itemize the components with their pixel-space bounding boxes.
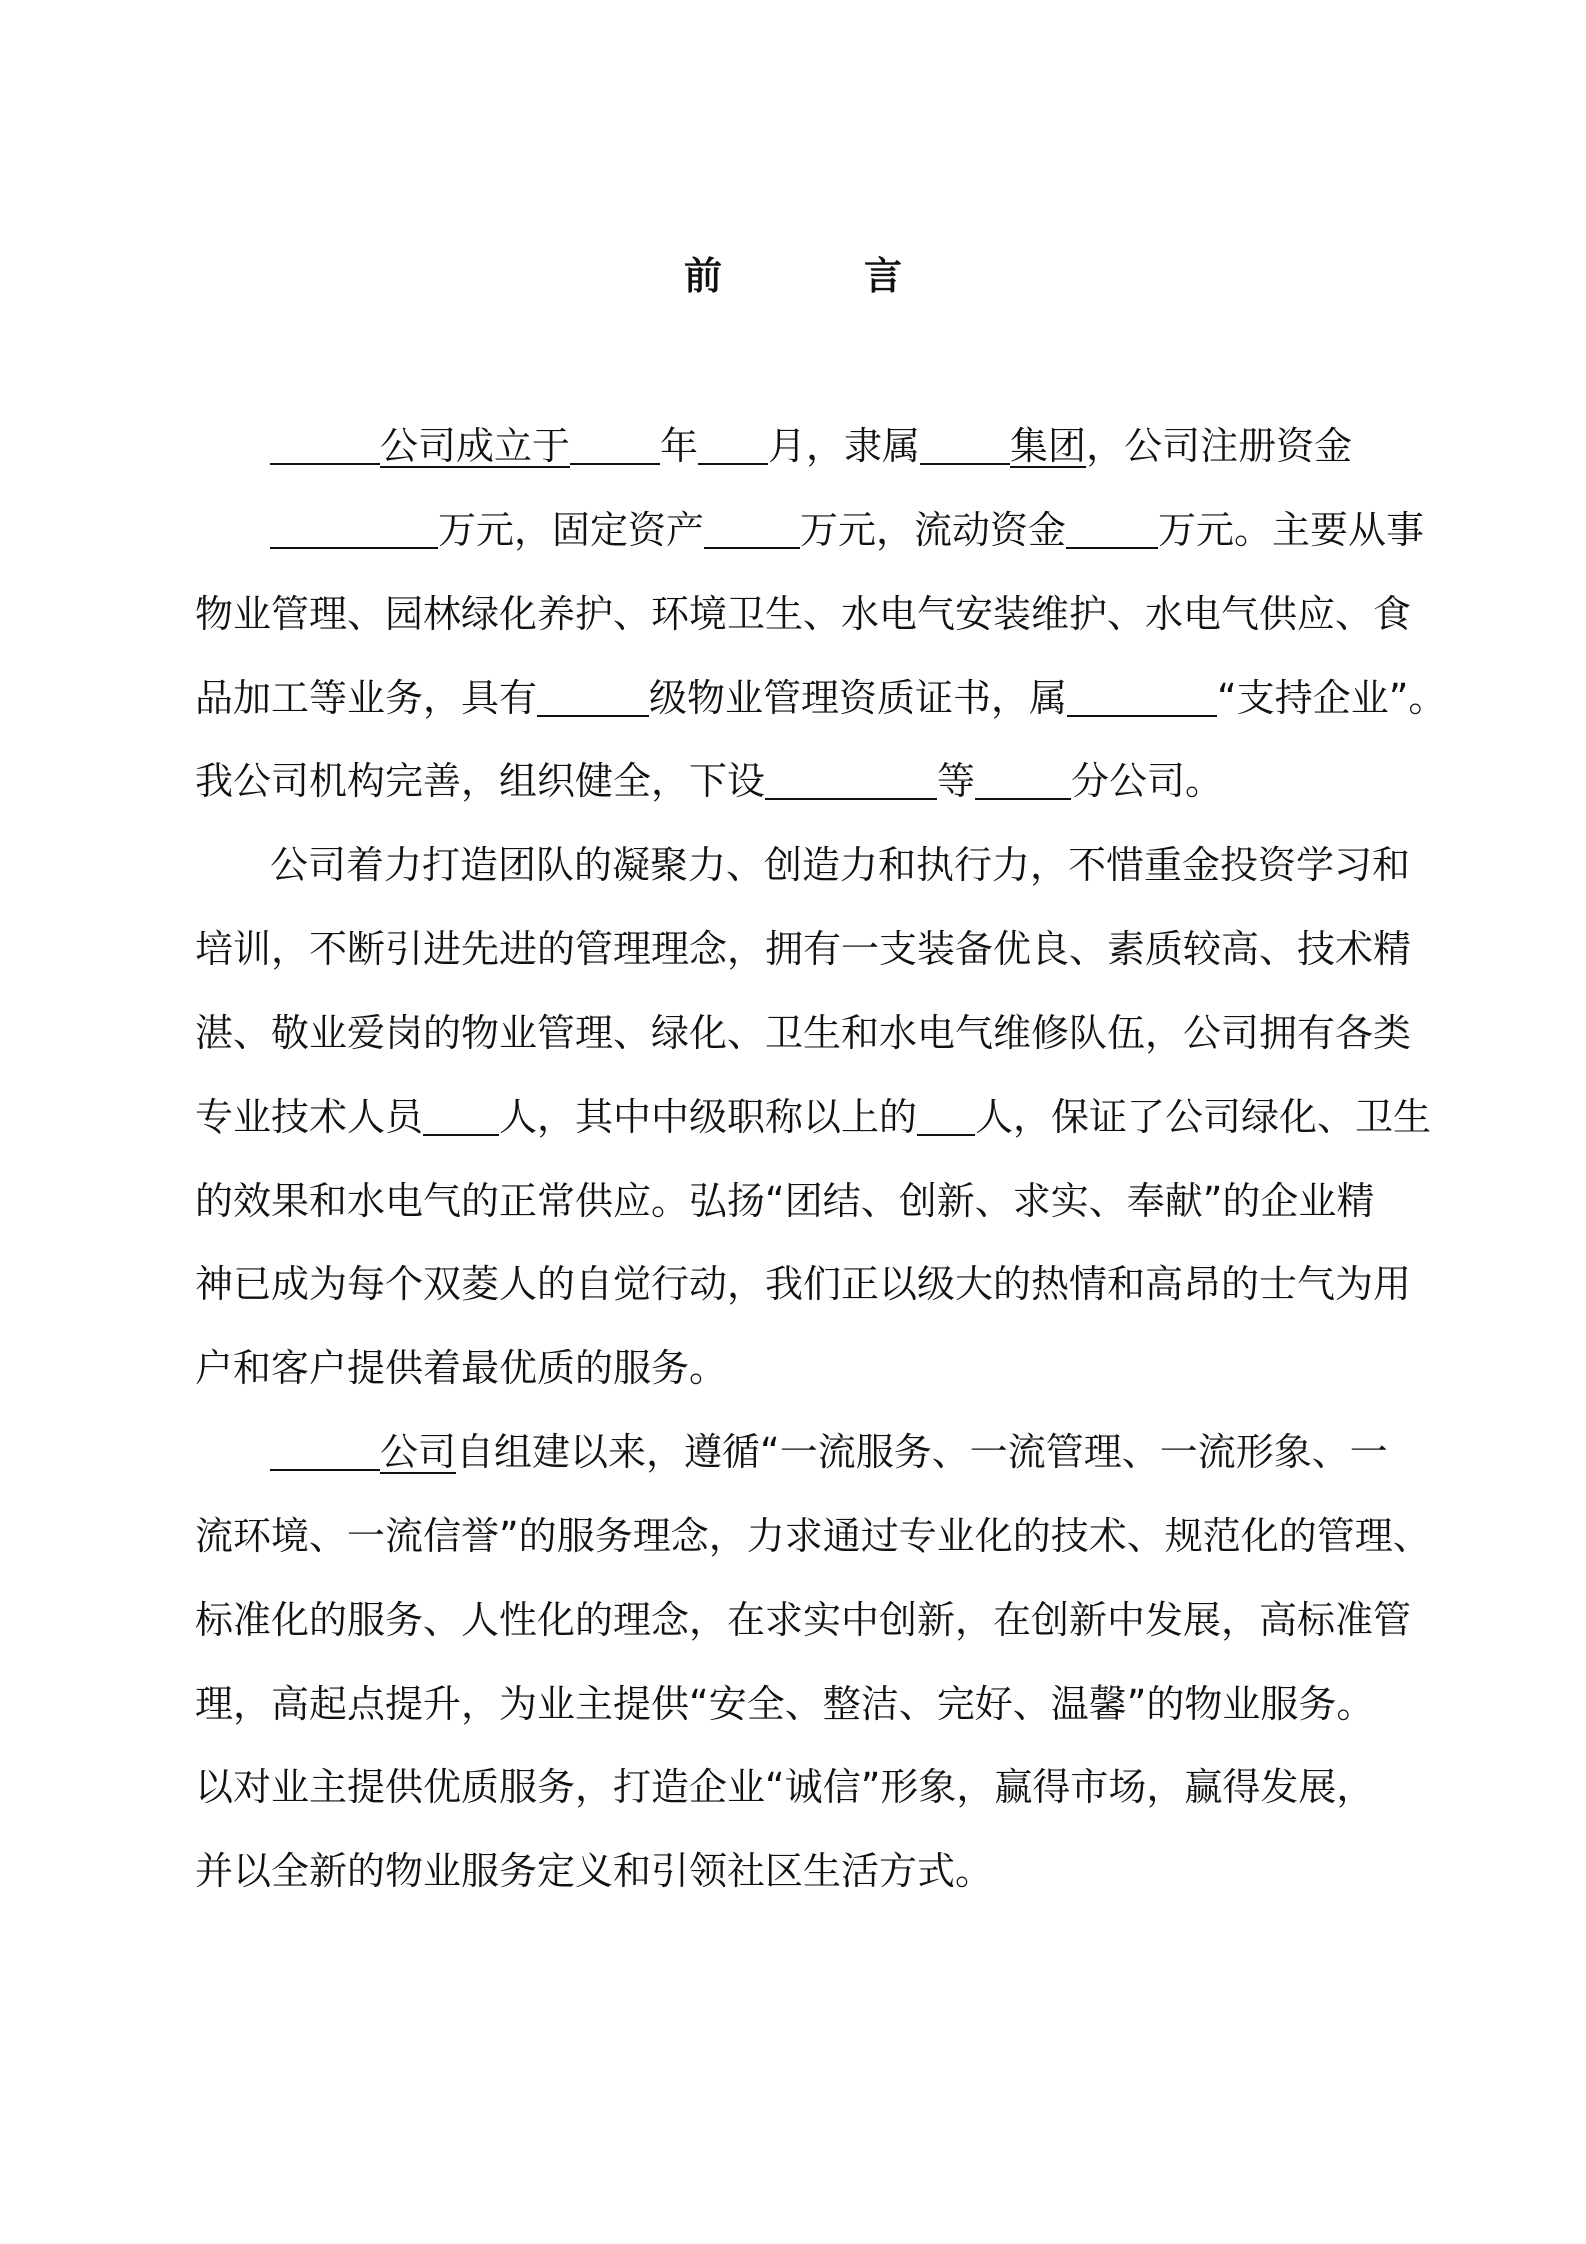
blank-working-capital[interactable] — [1066, 507, 1158, 549]
text-mid-level-titles: 人，其中中级职称以上的 — [499, 1095, 918, 1139]
text-registered-capital: ，公司注册资金 — [1086, 424, 1353, 468]
blank-staff-count[interactable] — [423, 1094, 499, 1136]
blank-branch-count[interactable] — [975, 758, 1071, 800]
page-title: 前 言 — [683, 254, 954, 298]
text-guarantee: 人，保证了公司绿化、卫生 — [975, 1095, 1432, 1139]
p2-line-3: 湛、敬业爱岗的物业管理、绿化、卫生和水电气维修队伍，公司拥有各类 — [195, 1011, 1412, 1055]
p3-line-5: 以对业主提供优质服务，打造企业“诚信”形象，赢得市场，赢得发展， — [195, 1765, 1375, 1809]
text-business-types: 品加工等业务，具有 — [195, 676, 538, 720]
blank-fixed-assets[interactable] — [704, 507, 800, 549]
text-organization: 我公司机构完善，组织健全，下设 — [195, 759, 766, 803]
p1-line-3: 物业管理、园林绿化养护、环境卫生、水电气安装维护、水电气供应、食 — [195, 592, 1412, 636]
blank-company-name[interactable] — [270, 423, 380, 465]
p1-line-5 — [195, 753, 1223, 809]
p2-line-5: 的效果和水电气的正常供应。弘扬“团结、创新、求实、奉献”的企业精 — [195, 1179, 1375, 1223]
text-group: 集团 — [1010, 424, 1087, 468]
p3-line-2: 流环境、一流信誉”的服务理念，力求通过专业化的技术、规范化的管理、 — [195, 1514, 1431, 1558]
text-main-business: 万元。主要从事 — [1158, 508, 1425, 552]
blank-branches[interactable] — [765, 758, 937, 800]
blank-company-name-2[interactable] — [270, 1429, 380, 1471]
text-company-founded: 公司成立于 — [380, 424, 571, 468]
text-year: 年 — [660, 424, 699, 468]
text-support-enterprise: “支持企业”。 — [1217, 676, 1447, 720]
p1-line-4 — [195, 670, 1446, 726]
p2-line-7: 户和客户提供着最优质的服务。 — [195, 1346, 728, 1390]
text-since-founding: 自组建以来，遵循“一流服务、一流管理、一流形象、一 — [456, 1430, 1388, 1474]
blank-year[interactable] — [570, 423, 660, 465]
text-branch-companies: 分公司。 — [1071, 759, 1224, 803]
p2-line-1: 公司着力打造团队的凝聚力、创造力和执行力，不惜重金投资学习和 — [270, 843, 1411, 887]
p3-line-3: 标准化的服务、人性化的理念，在求实中创新，在创新中发展，高标准管 — [195, 1598, 1412, 1642]
p2-line-4 — [195, 1089, 1431, 1145]
p2-line-6: 神已成为每个双菱人的自觉行动，我们正以级大的热情和高昂的士气为用 — [195, 1262, 1412, 1306]
p3-line-6: 并以全新的物业服务定义和引领社区生活方式。 — [195, 1849, 994, 1893]
text-technical-staff: 专业技术人员 — [195, 1095, 424, 1139]
blank-support-category[interactable] — [1067, 675, 1217, 717]
blank-qualification-level[interactable] — [537, 675, 649, 717]
blank-mid-level-count[interactable] — [917, 1094, 975, 1136]
p3-line-4: 理，高起点提升，为业主提供“安全、整洁、完好、温馨”的物业服务。 — [195, 1682, 1375, 1726]
p1-line-2 — [270, 502, 1424, 558]
text-affiliated: 月，隶属 — [768, 424, 921, 468]
blank-registered-capital[interactable] — [270, 507, 438, 549]
text-company: 公司 — [380, 1430, 457, 1474]
text-fixed-assets: 万元，固定资产 — [438, 508, 705, 552]
text-qualification: 级物业管理资质证书，属 — [649, 676, 1068, 720]
blank-group[interactable] — [920, 423, 1010, 465]
blank-month[interactable] — [698, 423, 768, 465]
p2-line-2: 培训，不断引进先进的管理理念，拥有一支装备优良、素质较高、技术精 — [195, 927, 1412, 971]
text-etc: 等 — [937, 759, 976, 803]
p3-line-1 — [270, 1424, 1388, 1480]
text-working-capital: 万元，流动资金 — [800, 508, 1067, 552]
p1-line-1 — [270, 418, 1352, 474]
